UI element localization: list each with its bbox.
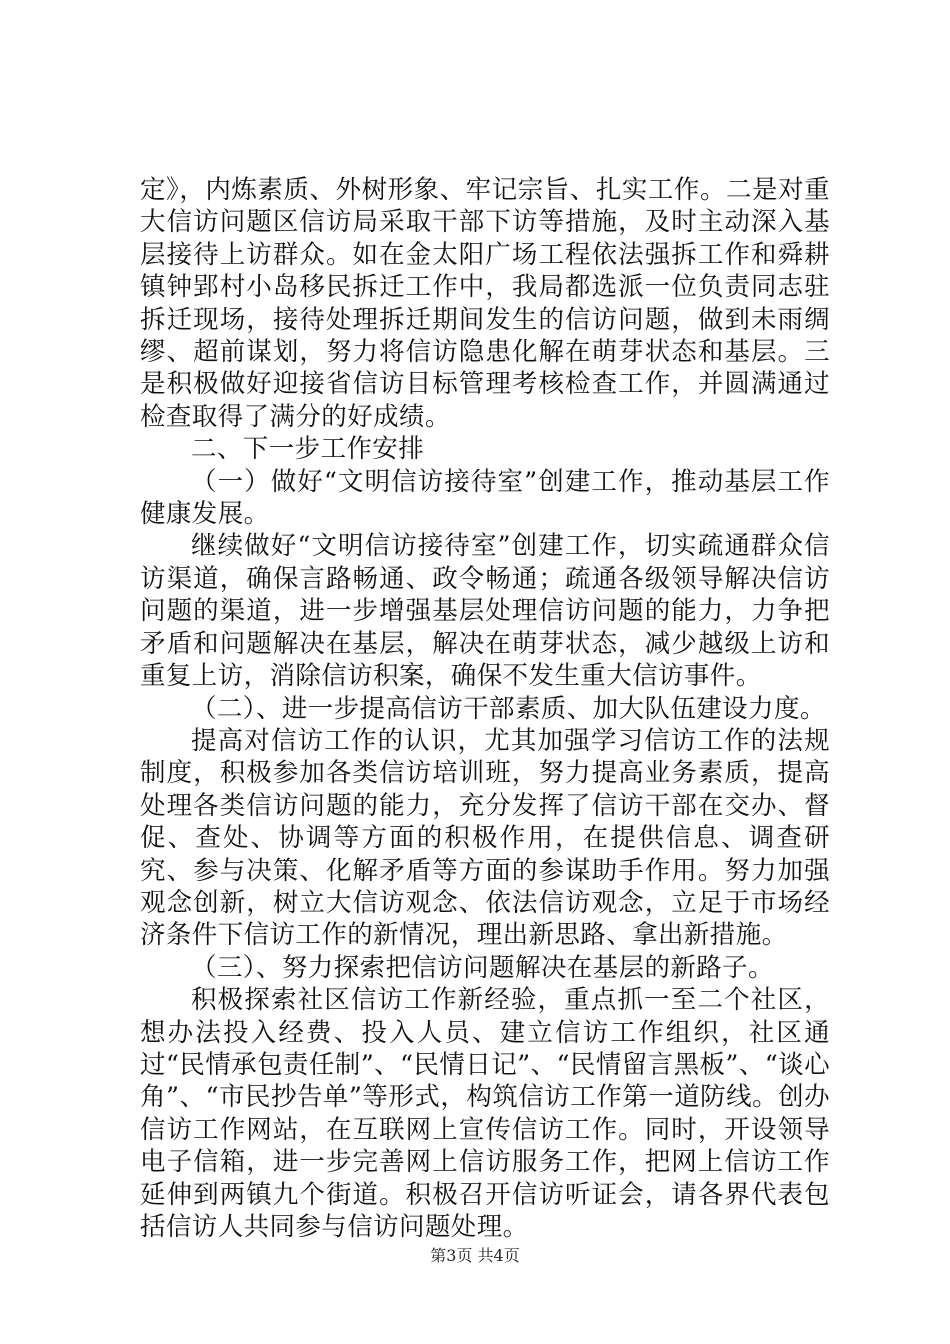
subheading-three: （三）、努力探索把信访问题解决在基层的新路子。 (191, 952, 774, 983)
subheading-one: （一）做好“文明信访接待室”创建工作，推动基层工作健康发展。 (140, 466, 830, 530)
paragraph-continuation: 定》，内炼素质、外树形象、牢记宗旨、扎实工作。二是对重大信访问题区信访局采取干部下访等措施，及时主动深入基层接待上访群众。如在金太阳广场工程依法强拆工作和舜耕镇钟郢村小岛移民拆迁工作中，我局都选派一位负责同志驻拆迁现场，接待处理拆迁期间发生的信访问题，做到未雨绸缪、超前谋划，努力将信访隐患化解在萌芽状态和基层。三是积极做好迎接省信访目标管理考核检查工作，并圆满通过检查取得了满分的好成绩。 (140, 175, 830, 432)
paragraph-two: 提高对信访工作的认识，尤其加强学习信访工作的法规制度，积极参加各类信访培训班，努力提高业务素质，提高处理各类信访问题的能力，充分发挥了信访干部在交办、督促、查处、协调等方面的积极作用，在提供信息、调查研究、参与决策、化解矛盾等方面的参谋助手作用。努力加强观念创新，树立大信访观念、依法信访观念，立足于市场经济条件下信访工作的新情况，理出新思路、拿出新措施。 (140, 725, 830, 951)
page-number-footer: 第3页 共4页 (430, 1246, 520, 1265)
document-body (140, 174, 830, 1243)
subheading-two: （二）、进一步提高信访干部素质、加大队伍建设力度。 (191, 693, 826, 724)
section-heading-next-steps: 二、下一步工作安排 (191, 434, 425, 465)
paragraph-one: 继续做好“文明信访接待室”创建工作，切实疏通群众信访渠道，确保言路畅通、政令畅通；疏通各级领导解决信访问题的渠道，进一步增强基层处理信访问题的能力，力争把矛盾和问题解决在基层，解决在萌芽状态，减少越级上访和重复上访，消除信访积案，确保不发生重大信访事件。 (140, 531, 830, 692)
paragraph-three: 积极探索社区信访工作新经验，重点抓一至二个社区，想办法投入经费、投入人员、建立信访工作组织，社区通过“民情承包责任制”、“民情日记”、“民情留言黑板”、“谈心角”、“市民抄告单”等形式，构筑信访工作第一道防线。创办信访工作网站，在互联网上宣传信访工作。同时，开设领导电子信箱，进一步完善网上信访服务工作，把网上信访工作延伸到两镇九个街道。积极召开信访听证会，请各界代表包括信访人共同参与信访问题处理。 (140, 985, 830, 1242)
